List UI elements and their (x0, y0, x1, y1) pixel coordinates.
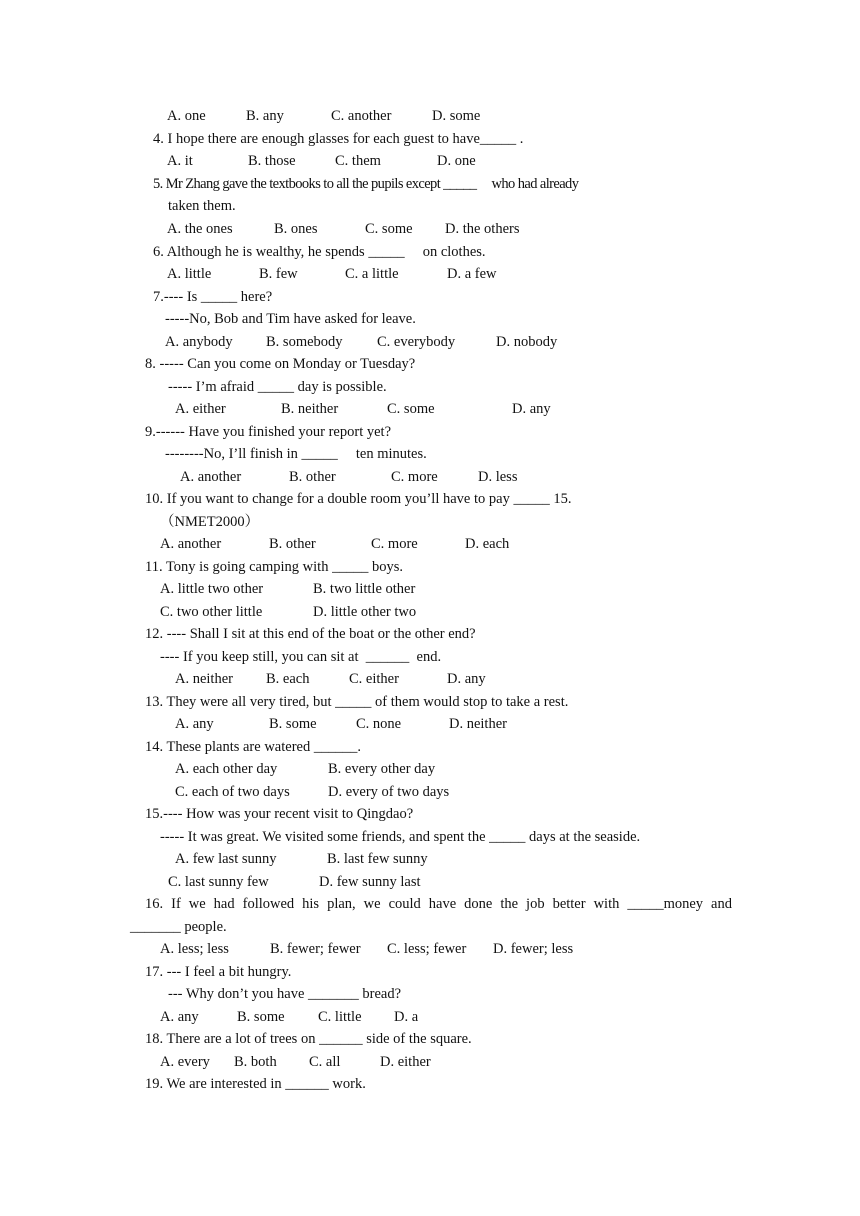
q8-stem: 8. ----- Can you come on Monday or Tuesday? (145, 356, 416, 372)
q5-option-a: A. the ones (167, 221, 233, 237)
q13-option-a: A. any (175, 716, 214, 732)
q4-option-b: B. those (248, 153, 296, 169)
q16-stem-continued: _______ people. (130, 919, 227, 935)
q13-stem: 13. They were all very tired, but _____ of them would stop to take a rest. (145, 694, 569, 710)
q18-stem: 18. There are a lot of trees on ______ side of the square. (145, 1031, 472, 1047)
q14-option-a: A. each other day (175, 761, 278, 777)
q13-option-d: D. neither (449, 716, 507, 732)
q12-stem: 12. ---- Shall I sit at this end of the boat or the other end? (145, 626, 476, 642)
q9-option-d: D. less (478, 469, 518, 485)
q12-option-b: B. each (266, 671, 310, 687)
q6-option-a: A. little (167, 266, 212, 282)
q6-option-d: D. a few (447, 266, 497, 282)
q18-option-c: C. all (309, 1054, 341, 1070)
q16-option-c: C. less; fewer (387, 941, 467, 957)
q17-option-c: C. little (318, 1009, 362, 1025)
q8-option-d: D. any (512, 401, 551, 417)
q4-option-d: D. one (437, 153, 476, 169)
q3-option-b: B. any (246, 108, 284, 124)
q9-option-c: C. more (391, 469, 438, 485)
q10-stem: 10. If you want to change for a double room you’ll have to pay _____ 15. (145, 491, 572, 507)
q17-option-b: B. some (237, 1009, 285, 1025)
q15-stem-continued: ----- It was great. We visited some friends, and spent the _____ days at the seaside. (160, 829, 641, 845)
q4-option-c: C. them (335, 153, 381, 169)
q10-source: （NMET2000） (160, 514, 260, 530)
q16-stem: 16. If we had followed his plan, we could have done the job better with _____money and (145, 896, 732, 912)
q5-option-d: D. the others (445, 221, 520, 237)
q12-option-a: A. neither (175, 671, 233, 687)
q11-option-c: C. two other little (160, 604, 263, 620)
q12-option-c: C. either (349, 671, 399, 687)
q16-option-b: B. fewer; fewer (270, 941, 361, 957)
q4-stem: 4. I hope there are enough glasses for each guest to have_____ . (153, 131, 524, 147)
q8-option-b: B. neither (281, 401, 339, 417)
q11-option-b: B. two little other (313, 581, 416, 597)
q18-option-a: A. every (160, 1054, 210, 1070)
q7-stem-continued: -----No, Bob and Tim have asked for leave. (165, 311, 416, 327)
q6-stem: 6. Although he is wealthy, he spends _____ on clothes. (153, 244, 486, 260)
q17-stem-continued: --- Why don’t you have _______ bread? (168, 986, 402, 1002)
q12-option-d: D. any (447, 671, 486, 687)
q15-option-a: A. few last sunny (175, 851, 277, 867)
q7-option-a: A. anybody (165, 334, 233, 350)
q10-option-d: D. each (465, 536, 510, 552)
q5-option-b: B. ones (274, 221, 318, 237)
q8-option-a: A. either (175, 401, 226, 417)
q5-stem: 5. Mr Zhang gave the textbooks to all the pupils except _____ who had already (153, 176, 579, 192)
q12-stem-continued: ---- If you keep still, you can sit at ______ end. (160, 649, 442, 665)
q14-option-c: C. each of two days (175, 784, 290, 800)
q14-stem: 14. These plants are watered ______. (145, 739, 361, 755)
q7-stem: 7.---- Is _____ here? (153, 289, 273, 305)
q18-option-d: D. either (380, 1054, 431, 1070)
q3-option-a: A. one (167, 108, 206, 124)
q14-option-b: B. every other day (328, 761, 436, 777)
q3-option-d: D. some (432, 108, 481, 124)
q11-option-a: A. little two other (160, 581, 264, 597)
q8-option-c: C. some (387, 401, 435, 417)
q13-option-c: C. none (356, 716, 402, 732)
q6-option-b: B. few (259, 266, 298, 282)
q17-stem: 17. --- I feel a bit hungry. (145, 964, 292, 980)
q11-option-d: D. little other two (313, 604, 417, 620)
q10-option-a: A. another (160, 536, 222, 552)
q16-option-a: A. less; less (160, 941, 229, 957)
q17-option-a: A. any (160, 1009, 199, 1025)
q15-option-d: D. few sunny last (319, 874, 421, 890)
q15-option-c: C. last sunny few (168, 874, 269, 890)
q9-stem-continued: --------No, I’ll finish in _____ ten minutes. (165, 446, 427, 462)
q3-option-c: C. another (331, 108, 392, 124)
q15-stem: 15.---- How was your recent visit to Qingdao? (145, 806, 414, 822)
q9-stem: 9.------ Have you finished your report yet? (145, 424, 392, 440)
q10-option-c: C. more (371, 536, 418, 552)
q16-option-d: D. fewer; less (493, 941, 574, 957)
q7-option-b: B. somebody (266, 334, 343, 350)
q4-option-a: A. it (167, 153, 193, 169)
q14-option-d: D. every of two days (328, 784, 450, 800)
q6-option-c: C. a little (345, 266, 399, 282)
q9-option-a: A. another (180, 469, 242, 485)
q13-option-b: B. some (269, 716, 317, 732)
q7-option-c: C. everybody (377, 334, 456, 350)
q9-option-b: B. other (289, 469, 336, 485)
q7-option-d: D. nobody (496, 334, 558, 350)
q11-stem: 11. Tony is going camping with _____ boys. (145, 559, 403, 575)
q10-option-b: B. other (269, 536, 316, 552)
q18-option-b: B. both (234, 1054, 277, 1070)
q17-option-d: D. a (394, 1009, 419, 1025)
q5-stem-continued: taken them. (168, 198, 236, 214)
q5-option-c: C. some (365, 221, 413, 237)
q8-stem-continued: ----- I’m afraid _____ day is possible. (168, 379, 387, 395)
q19-stem: 19. We are interested in ______ work. (145, 1076, 366, 1092)
q15-option-b: B. last few sunny (327, 851, 428, 867)
